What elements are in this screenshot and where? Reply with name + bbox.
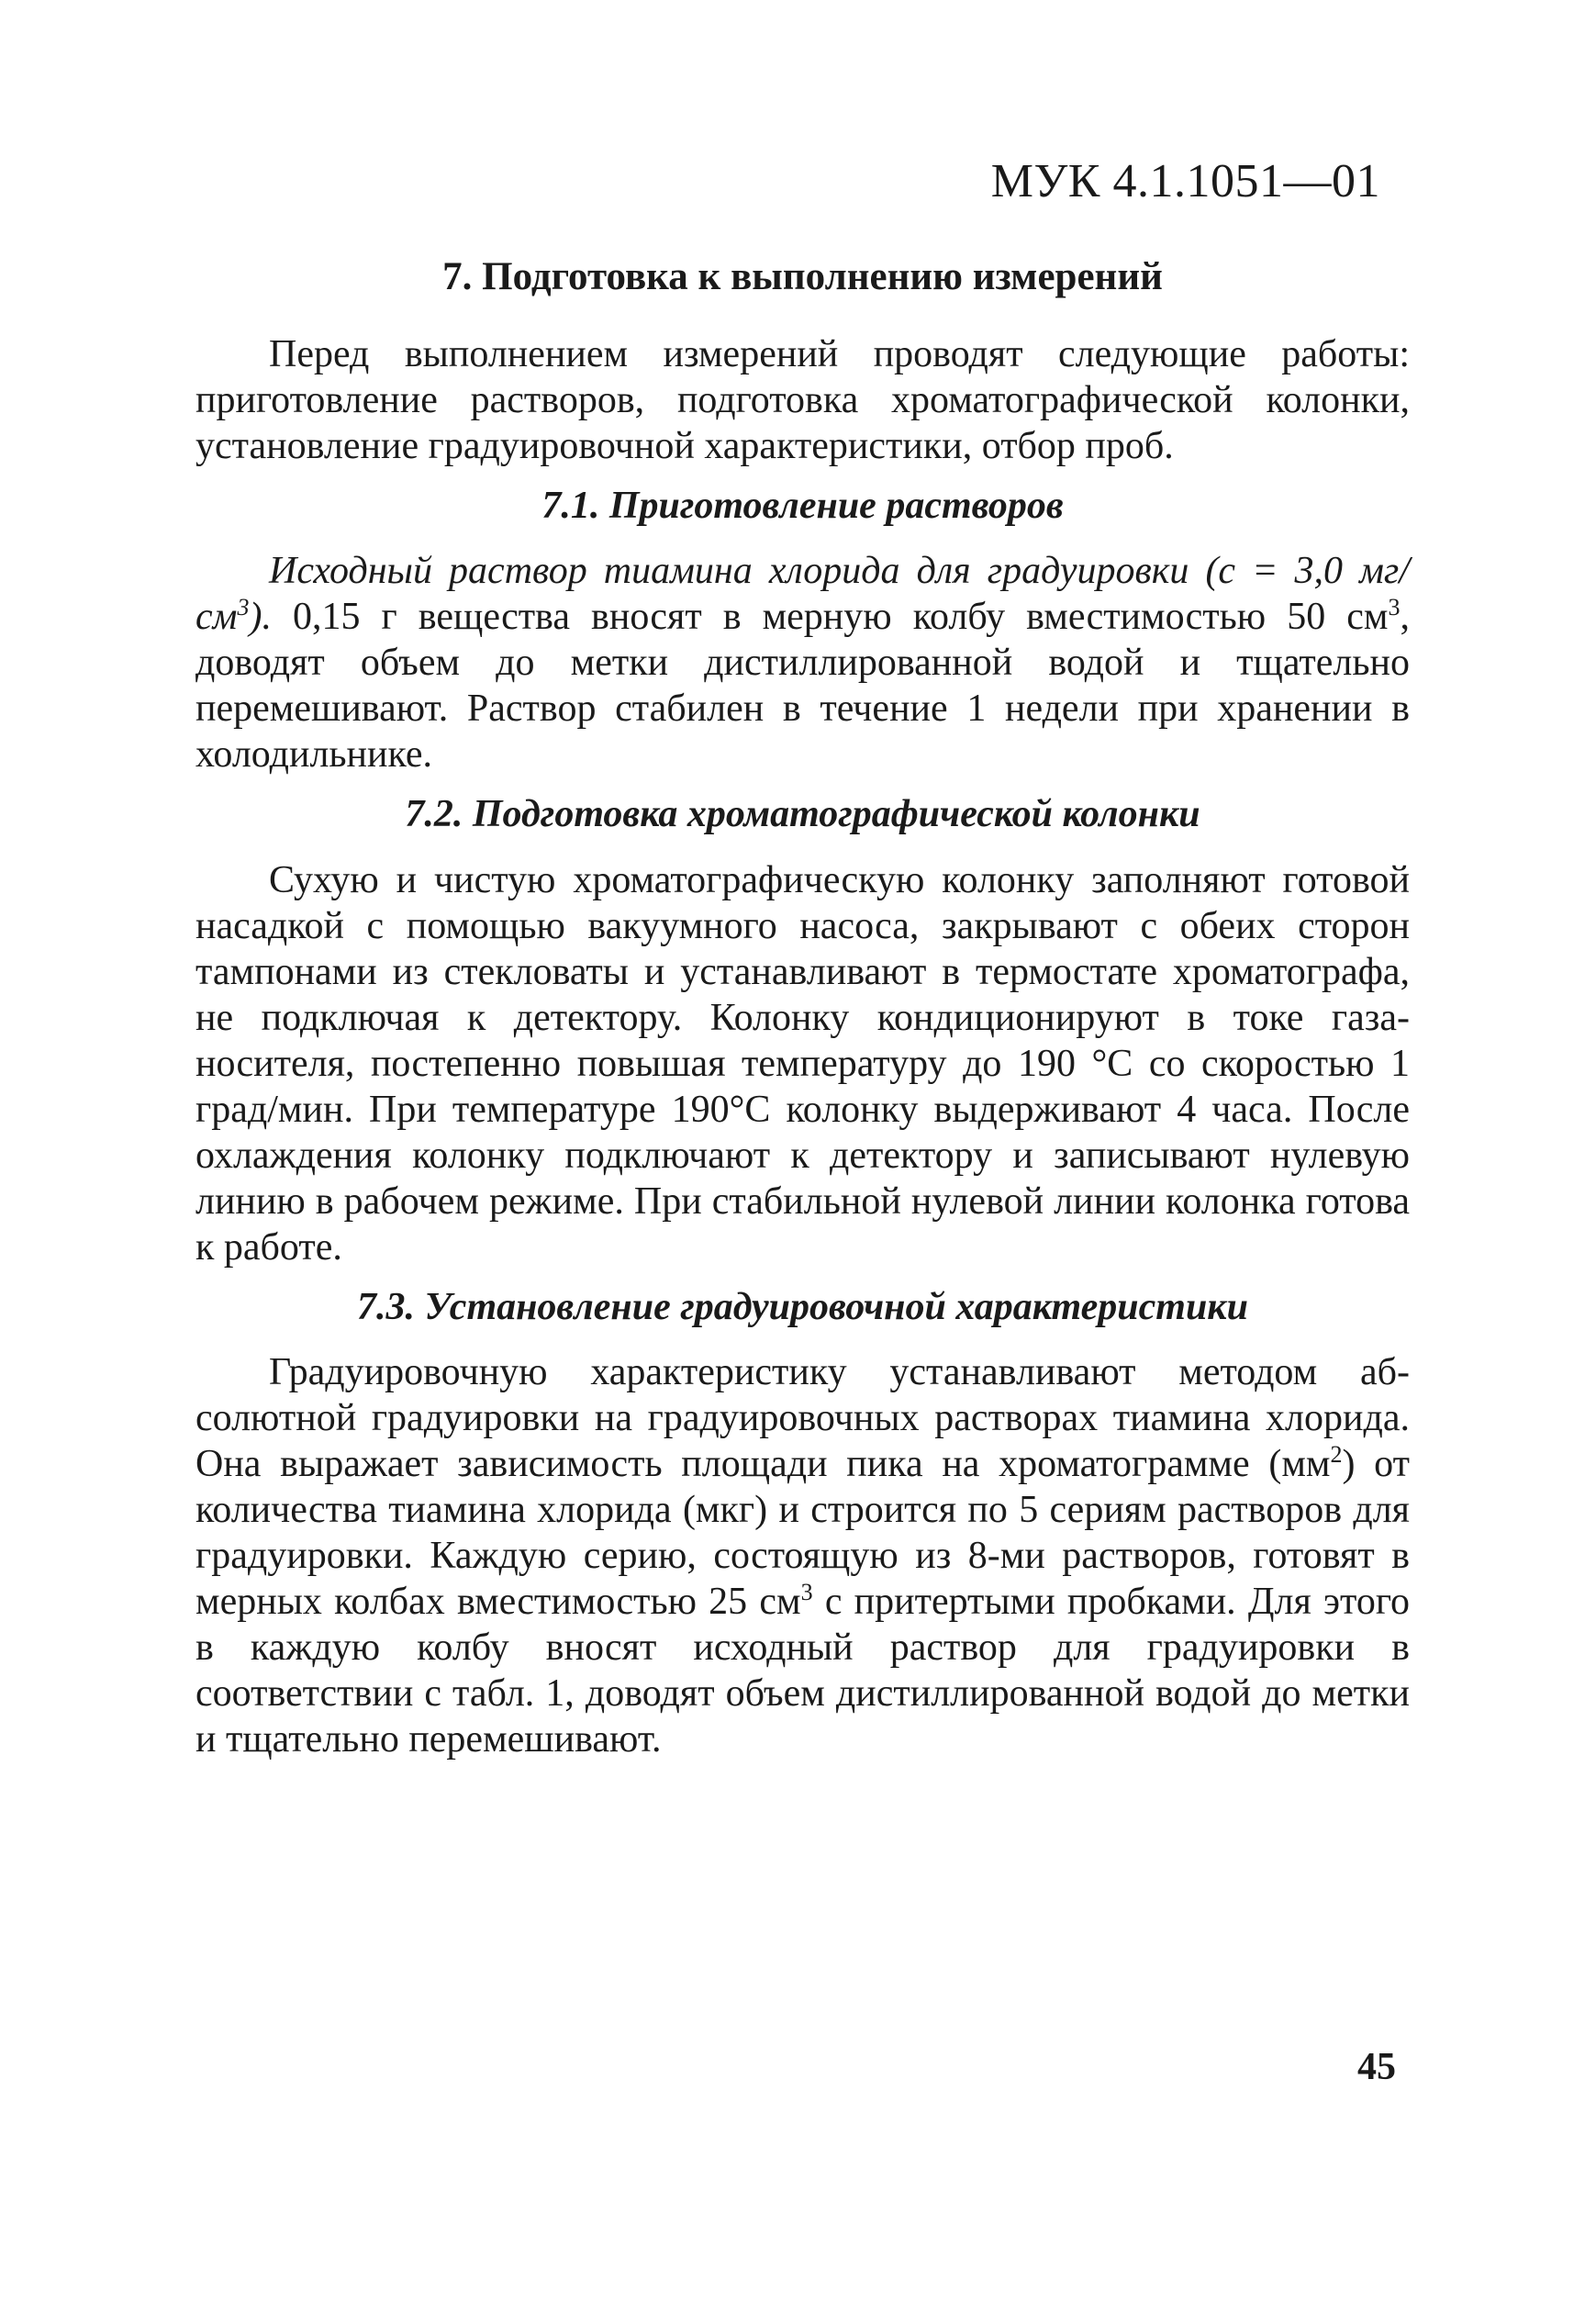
subsection-heading-7-3: 7.3. Установление градуировочной характеристики (357, 1285, 1248, 1328)
subsection-heading-7-2: 7.2. Подготовка хроматографической колонки (405, 793, 1200, 836)
section-heading: 7. Подготовка к выполнению измерений (442, 255, 1163, 298)
page-content (195, 252, 1410, 1775)
italic-lead: Исходный раствор тиамина хлорида для градуировки (с = 3,0 $мг/см^3$). (195, 550, 1410, 639)
subsection-heading-7-1: 7.1. Приготовление растворов (541, 484, 1064, 527)
document-code: МУК 4.1.1051—01 (990, 155, 1380, 207)
page-number: 45 (1357, 2046, 1396, 2088)
paragraph-7-2: Сухую и чистую хроматографическую колонку заполняют готовой насадкой с помощью вакуумного насоса, закрывают с обеих сторон тампонами из стекловаты и устанавливают в термостате хроматографа, не подключая к детектору. Колонку кондиционируют в токе газа-носителя, постепенно повышая температуру до 190 °С со скоростью 1 град/мин. При температуре 190°С колонку выдерживают 4 часа. После охлаждения колонку подключают к детектору и записывают нулевую линию в рабочем режиме. При стабильной нулевой линии колонка готова к работе. (195, 858, 1410, 1269)
section-intro-paragraph: Перед выполнением измерений проводят следующие работы: приготовление растворов, подготовка хроматографической колонки, установление градуировочной характеристики, отбор проб. (195, 332, 1410, 467)
paragraph-7-3: Градуировочную характеристику устанавливают методом абсолютной градуировки на градуировочных растворах тиамина хлорида. Она выражает зависимость площади пика на хроматограмме $(мм^2)$ от количества тиамина хлорида (мкг) и строится по 5 сериям растворов для градуировки. Каждую серию, состоящую из 8-ми растворов, готовят в мерных колбах вместимостью 25 $см^3$ с притертыми пробками. Для этого в каждую колбу вносят исходный раствор для градуировки в соответствии с табл. 1, доводят объем дистиллированной водой до метки и тщательно перемешивают. (195, 1351, 1410, 1761)
paragraph-7-1: Исходный раствор тиамина хлорида для градуировки (с = 3,0 $мг/см^3$). 0,15 г вещества вносят в мерную колбу вместимостью 50 $см^3$, доводят объем до метки дистиллированной водой и тщательно перемешивают. Раствор стабилен в течение 1 недели при хранении в холодильнике. (195, 550, 1410, 777)
